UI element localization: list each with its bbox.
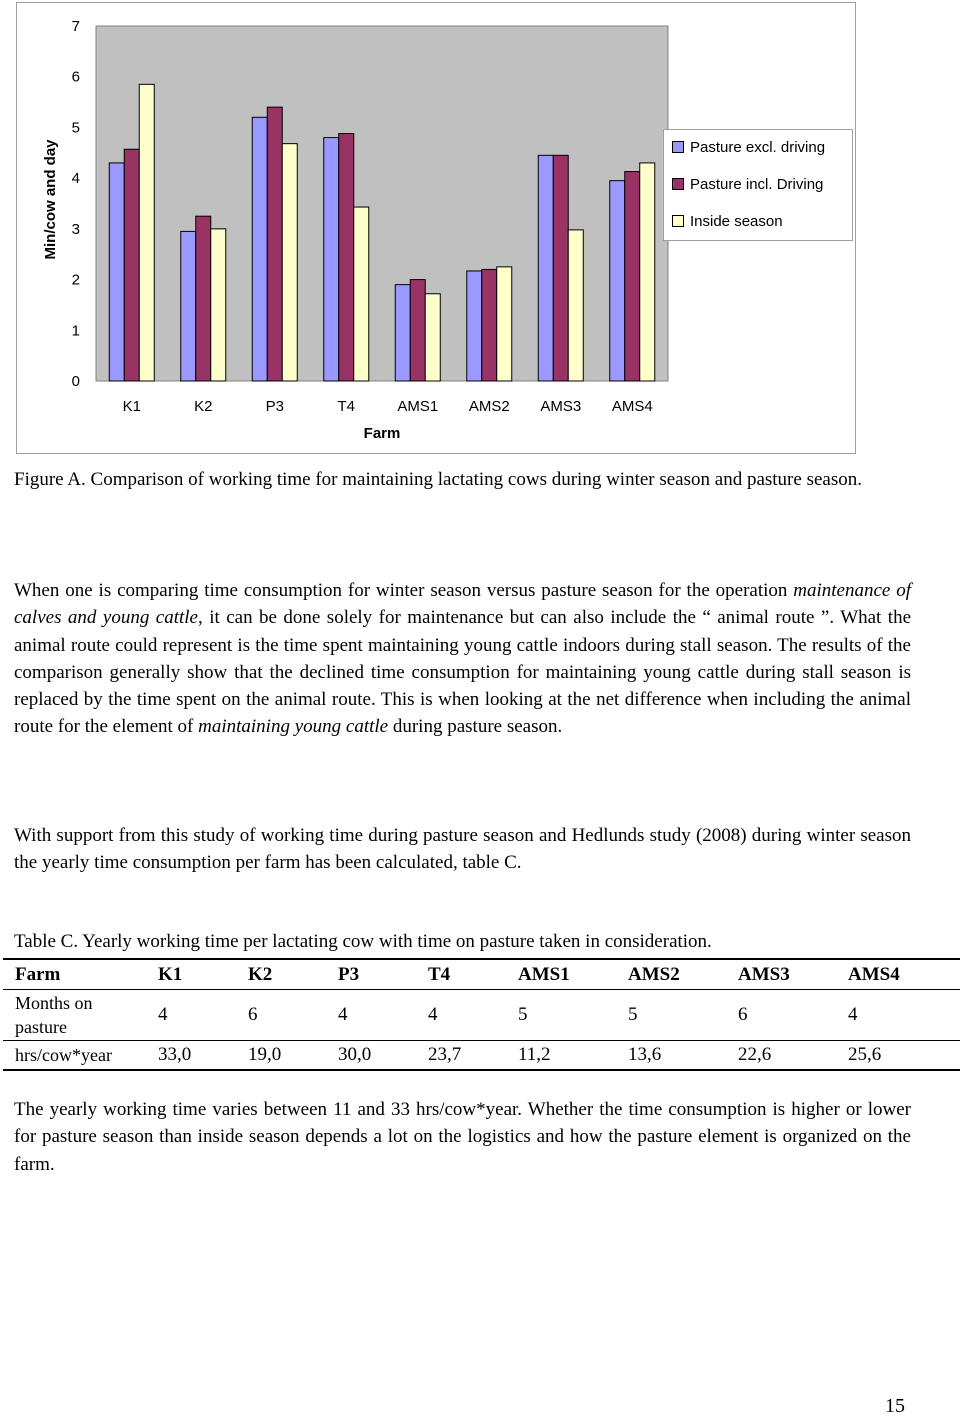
bar xyxy=(395,285,410,381)
legend-swatch-series-2 xyxy=(672,178,684,190)
yearly-working-time-table xyxy=(3,958,960,1071)
table-row-label xyxy=(3,990,158,1041)
y-axis-label: Min/cow and day xyxy=(42,139,59,260)
bar xyxy=(211,229,226,381)
bar xyxy=(124,149,139,381)
x-axis-label: Farm xyxy=(363,425,401,442)
paragraph1-emphasis-1: maintenance of calves and young cattle xyxy=(14,580,911,629)
bar xyxy=(640,163,655,381)
bar xyxy=(139,84,154,381)
legend-label-series-3: Inside season xyxy=(690,212,783,230)
bar xyxy=(568,230,583,381)
paragraph1-text-2: , it can be done solely for maintenance but can also include the “ animal route ”. What the animal route could represent is the time spent maintaining young cattle indoors during stall season. The results of the comparison generally show that the declined time consumption for maintaining young cattle during stall season is replaced by the time spent on the animal route. This is when looking at the net difference when including the animal route for the element of xyxy=(14,607,912,738)
paragraph1-text-3: during pasture season. xyxy=(388,716,563,738)
x-tick-label: T4 xyxy=(337,398,356,415)
table-cell: 5 xyxy=(628,990,738,1041)
bar xyxy=(181,231,196,381)
bar xyxy=(482,269,497,381)
x-tick-label: AMS4 xyxy=(611,398,653,415)
table-cell: 13,6 xyxy=(628,1041,738,1071)
bar xyxy=(267,107,282,381)
table-header-cell: K2 xyxy=(248,959,338,990)
bar xyxy=(252,117,267,381)
table-cell: 19,0 xyxy=(248,1041,338,1071)
y-tick-label: 0 xyxy=(71,373,80,390)
figure-caption: Figure A. Comparison of working time for maintaining lactating cows during winter season and pasture season. xyxy=(14,469,862,490)
bar xyxy=(354,207,369,381)
x-tick-label: P3 xyxy=(265,398,284,415)
bar xyxy=(196,216,211,381)
x-tick-label: AMS1 xyxy=(397,398,439,415)
bar xyxy=(538,155,553,381)
table-row xyxy=(3,990,960,1041)
table-cell: 6 xyxy=(738,990,848,1041)
bar xyxy=(410,280,425,381)
bar xyxy=(339,134,354,381)
table-cell: 4 xyxy=(158,990,248,1041)
bar xyxy=(497,267,512,381)
x-tick-label: K2 xyxy=(194,398,213,415)
paragraph-animal-route xyxy=(14,577,911,741)
table-header-cell: K1 xyxy=(158,959,248,990)
legend-label-series-1: Pasture excl. driving xyxy=(690,138,826,156)
table-cell: 6 xyxy=(248,990,338,1041)
y-tick-label: 7 xyxy=(71,18,80,35)
bar xyxy=(425,294,440,381)
x-tick-label: K1 xyxy=(122,398,141,415)
y-tick-label: 4 xyxy=(71,170,80,188)
table-row-label: hrs/cow*year xyxy=(3,1041,158,1071)
page-number: 15 xyxy=(885,1395,905,1417)
table-cell: 4 xyxy=(848,990,960,1041)
bar xyxy=(610,181,625,381)
table-header-cell: AMS1 xyxy=(518,959,628,990)
legend-label-series-2: Pasture incl. Driving xyxy=(690,175,824,193)
table-cell: 11,2 xyxy=(518,1041,628,1071)
paragraph1-emphasis-2: maintaining young cattle xyxy=(198,716,389,738)
bar xyxy=(625,172,640,381)
table-row xyxy=(3,1041,960,1071)
legend-swatch-series-3 xyxy=(672,215,684,227)
x-tick-label: AMS2 xyxy=(468,398,510,415)
table-title: Table C. Yearly working time per lactating cow with time on pasture taken in consideration. xyxy=(14,931,712,952)
row-label-line: pasture xyxy=(15,1017,67,1037)
table-header-cell: P3 xyxy=(338,959,428,990)
bar xyxy=(467,271,482,381)
table-header-cell: AMS4 xyxy=(848,959,960,990)
table-header-cell: T4 xyxy=(428,959,518,990)
table-cell: 5 xyxy=(518,990,628,1041)
legend-item-series-3 xyxy=(672,212,783,230)
paragraph-support: With support from this study of working time during pasture season and Hedlunds study (2008) during winter season the yearly time consumption per farm has been calculated, table C. xyxy=(14,825,911,874)
table-header-cell: Farm xyxy=(3,959,158,990)
table-header-cell: AMS2 xyxy=(628,959,738,990)
legend-swatch-series-1 xyxy=(672,141,684,153)
x-tick-label: AMS3 xyxy=(540,398,582,415)
y-tick-label: 6 xyxy=(71,68,80,86)
legend-item-series-1 xyxy=(672,138,825,156)
paragraph1-text-1: When one is comparing time consumption for winter season versus pasture season for the operation xyxy=(14,580,794,601)
table-cell: 4 xyxy=(428,990,518,1041)
table-cell: 23,7 xyxy=(428,1041,518,1071)
row-label-line: Months on xyxy=(15,993,93,1013)
bar xyxy=(553,155,568,381)
y-tick-label: 3 xyxy=(71,220,80,238)
table-cell: 33,0 xyxy=(158,1041,248,1071)
table-cell: 25,6 xyxy=(848,1041,960,1071)
bar xyxy=(282,144,297,381)
table-cell: 22,6 xyxy=(738,1041,848,1071)
table-cell: 30,0 xyxy=(338,1041,428,1071)
table-cell: 4 xyxy=(338,990,428,1041)
y-tick-label: 2 xyxy=(71,271,80,289)
chart-legend xyxy=(663,129,853,241)
y-tick-label: 5 xyxy=(71,119,80,137)
legend-item-series-2 xyxy=(672,175,823,193)
table-header-row xyxy=(3,959,960,990)
table-header-cell: AMS3 xyxy=(738,959,848,990)
bar xyxy=(109,163,124,381)
y-tick-label: 1 xyxy=(71,322,80,340)
paragraph-conclusion: The yearly working time varies between 11 and 33 hrs/cow*year. Whether the time consumption is higher or lower for pasture season than inside season depends a lot on the logistics and how the pasture element is organized on the farm. xyxy=(14,1099,911,1175)
bar xyxy=(324,138,339,381)
